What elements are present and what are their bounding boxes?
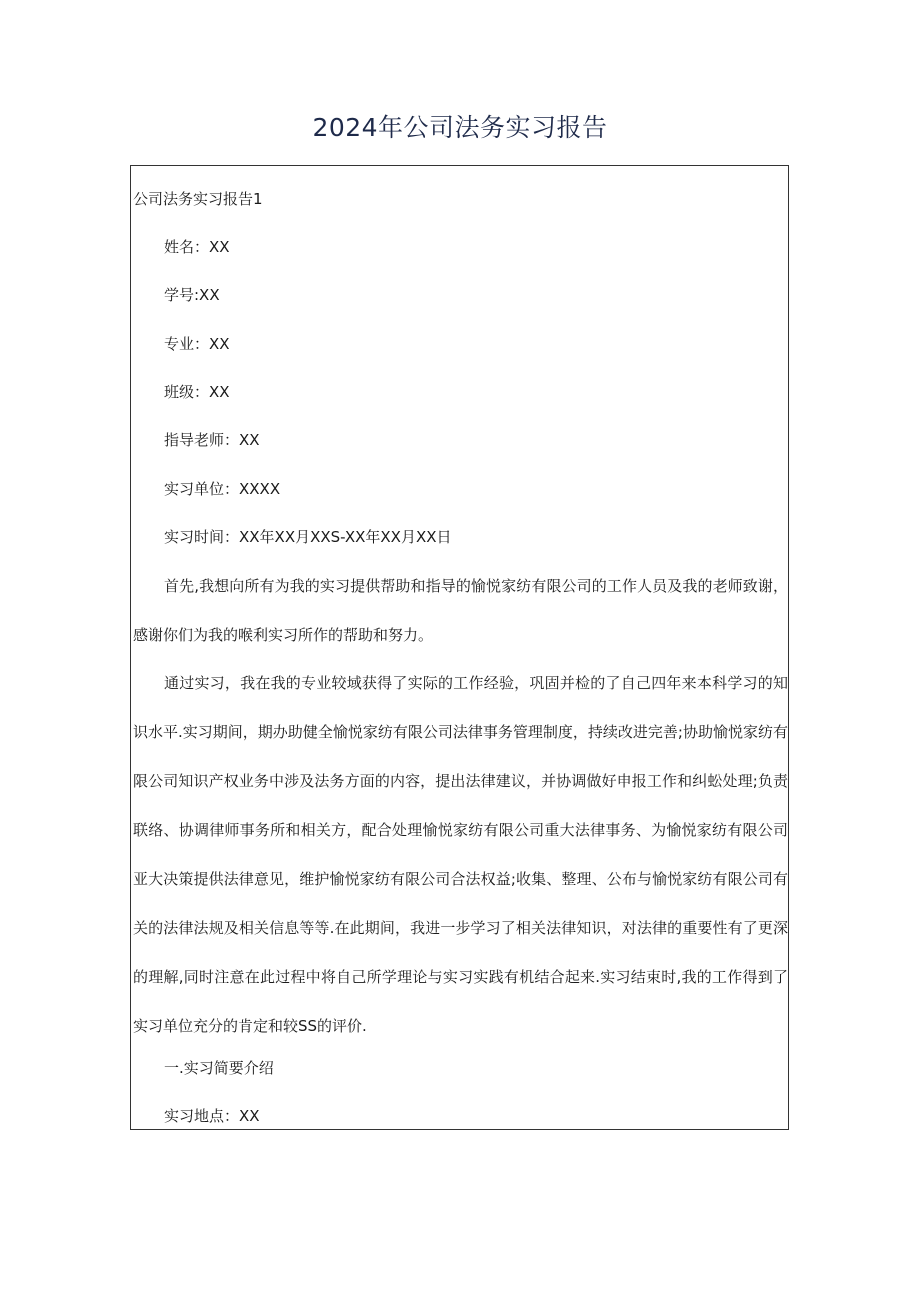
field-period: 实习时间：XX年XX月XXS-XX年XX月XX日 xyxy=(164,528,452,546)
field-student-id: 学号:XX xyxy=(164,286,220,304)
field-major: 专业：XX xyxy=(164,335,230,353)
field-unit: 实习单位：XXXX xyxy=(164,480,281,498)
field-name: 姓名：XX xyxy=(164,238,230,256)
section-one-heading: 一.实习简要介绍 xyxy=(164,1059,274,1077)
field-class: 班级：XX xyxy=(164,383,230,401)
document-title: 2024年公司法务实习报告 xyxy=(312,113,608,142)
paragraph-thanks: 首先,我想向所有为我的实习提供帮助和指导的愉悦家纺有限公司的工作人员及我的老师致谢，感谢你们为我的喉利实习所作的帮助和努力。 xyxy=(133,577,788,644)
field-location: 实习地点：XX xyxy=(164,1107,260,1125)
field-advisor: 指导老师：XX xyxy=(164,431,260,449)
report-heading: 公司法务实习报告1 xyxy=(133,190,263,208)
report-content-box xyxy=(130,165,789,1130)
paragraph-experience: 通过实习，我在我的专业较域获得了实际的工作经验，巩固并检的了自己四年来本科学习的知识水平.实习期间，期办助健全愉悦家纺有限公司法律事务管理制度，持续改进完善;协助愉悦家纺有限公司知识产权业务中涉及法务方面的内容，提出法律建议，并协调做好申报工作和纠蚣处理;负责联络、协调律师事务所和相关方，配合处理愉悦家纺有限公司重大法律事务、为愉悦家纺有限公司亚大决策提供法律意见，维护愉悦家纺有限公司合法权益;收集、整理、公布与愉悦家纺有限公司有关的法律法规及相关信息等等.在此期间，我进一步学习了相关法律知识，对法律的重要性有了更深的理解,同时注意在此过程中将自己所学理论与实习实践有机结合起来.实习结束时,我的工作得到了实习单位充分的肯定和较SS的评价. xyxy=(133,674,788,1035)
